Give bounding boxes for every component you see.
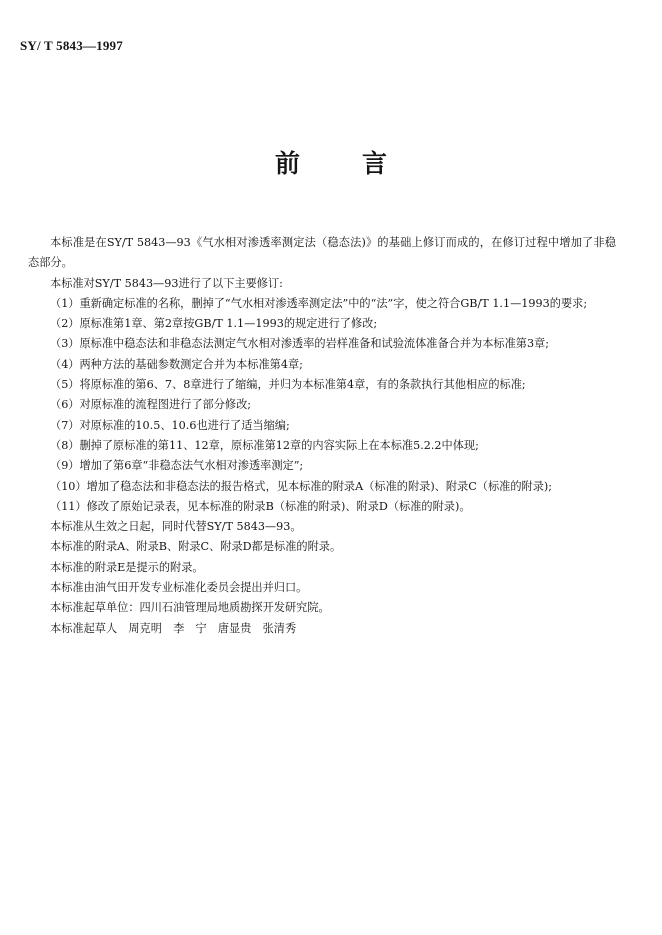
- revision-item-4: （4）两种方法的基础参数测定合并为本标准第4章;: [50, 357, 303, 371]
- paragraph-proposed-by: 本标准由油气田开发专业标准化委员会提出并归口。: [50, 581, 308, 595]
- revision-item-8: （8）删掉了原标准的第11、12章，原标准第12章的内容实际上在本标准5.2.2中体现;: [50, 438, 479, 452]
- revision-item-9: （9）增加了第6章“非稳态法气水相对渗透率测定”;: [50, 459, 304, 473]
- revision-item-1: （1）重新确定标准的名称，删掉了“气水相对渗透率测定法”中的“法”字，使之符合GB/T 1.1—1993的要求;: [50, 296, 588, 310]
- title-char-1: 前: [274, 149, 300, 178]
- revision-item-2: （2）原标准第1章、第2章按GB/T 1.1—1993的规定进行了修改;: [50, 317, 378, 331]
- revision-item-5: （5）将原标准的第6、7、8章进行了缩编，并归为本标准第4章，有的条款执行其他相应的标准;: [50, 378, 526, 392]
- foreword-body: [28, 233, 616, 639]
- revision-item-10: （10）增加了稳态法和非稳态法的报告格式，见本标准的附录A（标准的附录)、附录C（标准的附录);: [50, 479, 553, 493]
- revision-item-3: （3）原标准中稳态法和非稳态法测定气水相对渗透率的岩样准备和试验流体准备合并为本标准第3章;: [50, 337, 550, 351]
- title-char-2: 言: [362, 149, 388, 178]
- paragraph-normative-annexes: 本标准的附录A、附录B、附录C、附录D都是标准的附录。: [50, 540, 342, 554]
- paragraph-intro: 本标准是在SY/T 5843—93《气水相对渗透率测定法（稳态法)》的基础上修订而成的，在修订过程中增加了非稳态部分。: [28, 236, 616, 270]
- revision-item-11: （11）修改了原始记录表，见本标准的附录B（标准的附录)、附录D（标准的附录)。: [50, 499, 471, 513]
- paragraph-drafters: 本标准起草人 周克明 李 宁 唐显贵 张清秀: [50, 621, 297, 635]
- paragraph-supersedes: 本标准从生效之日起，同时代替SY/T 5843—93。: [50, 520, 302, 534]
- paragraph-revisions-lead: 本标准对SY/T 5843—93进行了以下主要修订:: [50, 276, 283, 290]
- paragraph-drafting-unit: 本标准起草单位：四川石油管理局地质勘探开发研究院。: [50, 601, 330, 615]
- page-title: [0, 144, 662, 180]
- revision-item-6: （6）对原标准的流程图进行了部分修改;: [50, 398, 252, 412]
- revision-item-7: （7）对原标准的10.5、10.6也进行了适当缩编;: [50, 418, 290, 432]
- document-header-id: SY/ T 5843—1997: [20, 38, 123, 53]
- paragraph-informative-annex: 本标准的附录E是提示的附录。: [50, 560, 204, 574]
